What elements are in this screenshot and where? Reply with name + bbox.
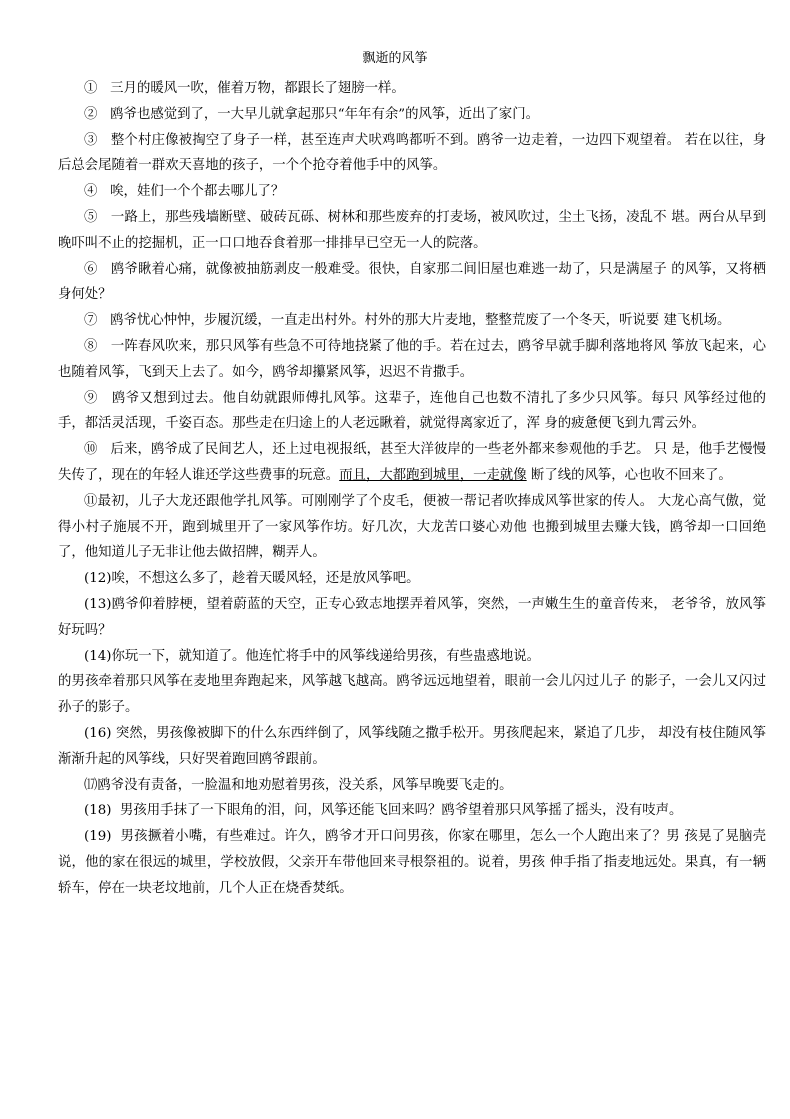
paragraph-3 — [58, 128, 766, 180]
paragraph-number: ⑨ — [84, 390, 98, 406]
paragraph-text: 唉，娃们一个个都去哪儿了？ — [110, 184, 285, 200]
paragraph-7 — [58, 308, 766, 334]
paragraph-8 — [58, 334, 766, 386]
paragraph-number: ② — [84, 106, 98, 122]
paragraph-text: 男孩撅着小嘴，有些难过。许久，鸥爷才开口问男孩，你家在哪里，怎么一个人跑出来了？男 孩晃了晃脑壳说，他的家在很远的城里，学校放假，父亲开车带他回来寻根祭祖的。说着，男孩 伸手指了指麦地远处。果真，有一辆轿车，停在一块老坟地前，几个人正在烧香焚纸。 — [58, 829, 766, 896]
paragraph-text: 突然，男孩像被脚下的什么东西绊倒了，风筝线随之撒手松开。男孩爬起来，紧追了几步， 却没有枝住随风筝渐渐升起的风筝线，只好哭着跑回鸥爷跟前。 — [58, 725, 766, 767]
paragraph-number: ⑦ — [84, 313, 98, 329]
paragraph-number: (13) — [84, 596, 112, 612]
paragraph-text: 鸥爷瞅着心痛，就像被抽筋剥皮一般难受。很快，自家那二间旧屋也难逃一劫了，只是满屋子 的风筝，又将栖身何处？ — [58, 261, 766, 303]
paragraph-text: 鸥爷也感觉到了，一大早儿就拿起那只“年年有余”的风筝，近出了家门。 — [110, 106, 539, 122]
paragraph-16 — [58, 721, 766, 773]
paragraph-17 — [58, 773, 766, 799]
paragraph-number: ⑪ — [84, 493, 98, 509]
paragraph-number: (18) — [84, 803, 112, 819]
paragraph-number: (12) — [84, 571, 112, 587]
paragraph-number: ⑥ — [84, 261, 98, 277]
paragraph-text: 后来，鸥爷成了民间艺人，还上过电视报纸，甚至大洋彼岸的一些老外都来参观他的手艺。 只 是，他手艺慢慢失传了，现在的年轻人谁还学这些费事的玩意。 — [58, 442, 766, 483]
paragraph-text: 最初，儿子大龙还跟他学扎风筝。可刚刚学了个皮毛，便被一帮记者吹捧成风筝世家的传人。 大龙心高气傲，觉得小村子施展不开，跑到城里开了一家风筝作坊。好几次，大龙苦口婆心劝他 也搬到城里去赚大钱，鸥爷却一口回绝了，他知道儿子无非让他去做招牌，糊弄人。 — [58, 493, 766, 561]
paragraph-11 — [58, 489, 766, 566]
paragraph-text: 你玩一下，就知道了。他连忙将手中的风筝线递给男孩，有些蛊惑地说。 — [111, 648, 540, 664]
paragraph-text: 整个村庄像被掏空了身子一样，甚至连声犬吠鸡鸣都听不到。鸥爷一边走着，一边四下观望着。 若在以往，身后总会尾随着一群欢天喜地的孩子，一个个抢夺着他手中的风筝。 — [58, 132, 766, 174]
paragraph-text: 唉，不想这么多了，趁着天暖风轻，还是放风筝吧。 — [111, 571, 420, 587]
paragraph-number: ③ — [84, 132, 98, 148]
paragraph-number: (14) — [84, 648, 112, 664]
paragraph-number: (16) — [84, 725, 112, 741]
paragraph-number: ⑤ — [84, 209, 98, 225]
paragraph-text: 男孩用手抹了一下眼角的泪，问，风筝还能飞回来吗？鸥爷望着那只风筝摇了摇头，没有吱声。 — [120, 803, 683, 819]
paragraph-text: 鸥爷又想到过去。他自幼就跟师傅扎风筝。这辈子，连他自己也数不清扎了多少只风筝。每只 风筝经过他的手，都活灵活现，千姿百态。那些走在归途上的人老远瞅着，就觉得离家近了，浑 身的疲惫便飞到九霄云外。 — [58, 390, 766, 432]
paragraph-12 — [58, 566, 766, 592]
paragraph-number: ⑩ — [84, 442, 98, 458]
paragraph-text: 鸥爷忧心忡忡，步履沉缓，一直走出村外。村外的那大片麦地，整整荒废了一个冬天，听说要 建飞机场。 — [110, 313, 731, 329]
paragraph-number: ① — [84, 81, 98, 96]
paragraph-1 — [58, 76, 766, 102]
paragraph-14 — [58, 644, 766, 670]
paragraph-number: ④ — [84, 184, 98, 200]
paragraph-19 — [58, 824, 766, 901]
paragraph-number: ⑧ — [84, 338, 98, 354]
paragraph-text: 的男孩牵着那只风筝在麦地里奔跑起来，风筝越飞越高。鸥爷远远地望着，眼前一会儿闪过儿子 的影子，一会儿又闪过孙子的影子。 — [58, 674, 766, 716]
paragraph-number: ⒄ — [84, 777, 98, 793]
paragraph-text: 鸥爷仰着脖梗，望着蔚蓝的天空，正专心致志地摆弄着风筝，突然，一声嫩生生的童音传来， 老爷爷，放风筝好玩吗？ — [58, 596, 766, 638]
paragraph-4 — [58, 179, 766, 205]
paragraph-text: 鸥爷没有责备，一脸温和地劝慰着男孩，没关系，风筝早晚要飞走的。 — [97, 777, 513, 793]
paragraph-text: 断了线的风筝，心也收不回来了。 — [526, 467, 732, 483]
paragraph-9 — [58, 386, 766, 438]
article-title: 飘逝的风筝 — [362, 51, 428, 66]
paragraph-13 — [58, 592, 766, 644]
paragraph-18 — [58, 798, 766, 824]
article-body — [58, 76, 766, 902]
underlined-sentence: 而且，大都跑到城里，一走就像 — [339, 467, 527, 483]
paragraph-text: 三月的暖风一吹，催着万物，都跟长了翅膀一样。 — [110, 81, 405, 96]
paragraph-number: (19) — [84, 829, 112, 845]
paragraph-text: 一阵春风吹来，那只风筝有些急不可待地挠紧了他的手。若在过去，鸥爷早就手脚利落地将风 筝放飞起来，心也随着风筝，飞到天上去了。如今，鸥爷却攥紧风筝，迟迟不肯撒手。 — [58, 338, 766, 380]
paragraph-15 — [58, 669, 766, 721]
paragraph-2 — [58, 102, 766, 128]
paragraph-6 — [58, 257, 766, 309]
paragraph-10 — [58, 437, 766, 489]
paragraph-5 — [58, 205, 766, 257]
paragraph-text: 一路上，那些残墙断壁、破砖瓦砾、树林和那些废弃的打麦场，被风吹过，尘土飞扬，凌乱不 堪。两台从早到晚吓叫不止的挖掘机，正一口口地吞食着那一排排早已空无一人的院落。 — [58, 209, 766, 251]
